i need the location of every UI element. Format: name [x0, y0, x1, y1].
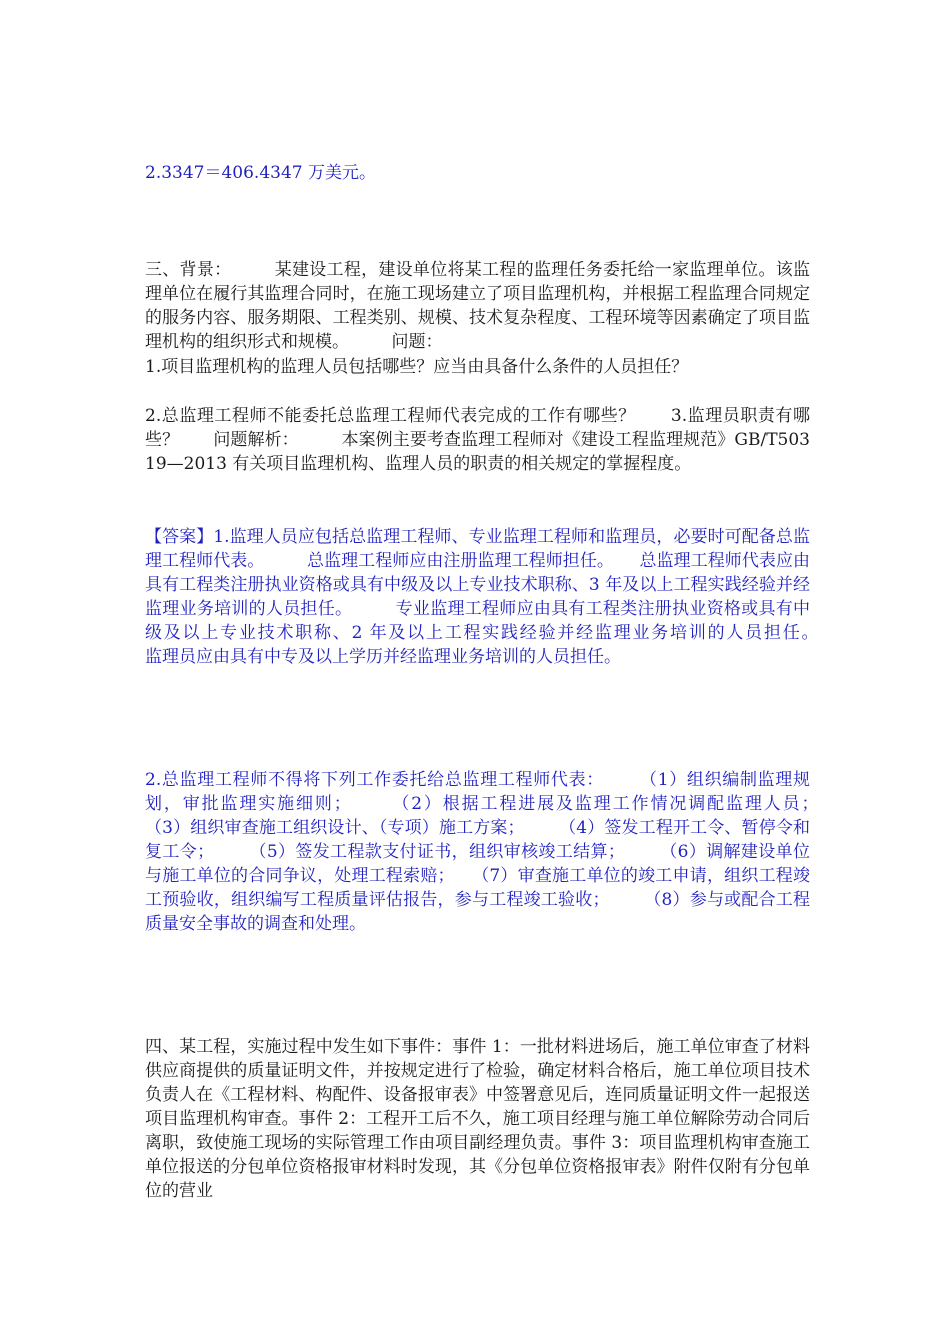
previous-answer-result: 2.3347＝406.4347 万美元。 [145, 163, 377, 183]
section-3-answer-2: 2.总监理工程师不得将下列工作委托给总监理工程师代表： （1）组织编制监理规划，审批监理实施细则； （2）根据工程进展及监理工作情况调配监理人员； （3）组织审查施工组织设计、（专项）施工方案； （4）签发工程开工令、暂停令和复工令； （5）签发工程款支付证书，组织审核竣工结算； （6）调解建设单位与施工单位的合同争议，处理工程索赔； （7）审查施工单位的竣工申请，组织工程竣工预验收，组织编写工程质量评估报告，参与工程竣工验收； （8）参与或配合工程质量安全事故的调查和处理。 [145, 770, 861, 934]
section-4-text: 四、某工程，实施过程中发生如下事件：事件 1：一批材料进场后，施工单位审查了材料供应商提供的质量证明文件，并按规定进行了检验，确定材料合格后，施工单位项目技术负责人在《工程材料、构配件、设备报审表》中签署意见后，连同质量证明文件一起报送项目监理机构审查。事件 2：工程开工后不久，施工项目经理与施工单位解除劳动合同后离职，致使施工现场的实际管理工作由项目副经理负责。事件 3：项目监理机构审查施工单位报送的分包单位资格报审材料时发现，其《分包单位资格报审表》附件仅附有分包单位的营业 [145, 1037, 810, 1201]
section-3-question-2-3: 2.总监理工程师不能委托总监理工程师代表完成的工作有哪些？ 3.监理员职责有哪些？ 问题解析： 本案例主要考查监理工程师对《建设工程监理规范》GB/T50319—2013 有关项目监理机构、监理人员的职责的相关规定的掌握程度。 [145, 406, 810, 474]
section-3-question-1: 1.项目监理机构的监理人员包括哪些？应当由具备什么条件的人员担任？ [145, 357, 689, 377]
answer-1-text: 1.监理人员应包括总监理工程师、专业监理工程师和监理员，必要时可配备总监理工程师代表。 总监理工程师应由注册监理工程师担任。 总监理工程师代表应由具有工程类注册执业资格或具有中级及以上专业技术职称、3 年及以上工程实践经验并经监理业务培训的人员担任。 专业监理工程师应由具有工程类注册执业资格或具有中级及以上专业技术职称、2 年及以上工程实践经验并经监理业务培训的人员担任。 监理员应由具有中专及以上学历并经监理业务培训的人员担任。 [145, 527, 861, 667]
section-3-background: 三、背景： 某建设工程，建设单位将某工程的监理任务委托给一家监理单位。该监理单位在履行其监理合同时，在施工现场建立了项目监理机构，并根据工程监理合同规定的服务内容、服务期限、工程类别、规模、技术复杂程度、工程环境等因素确定了项目监理机构的组织形式和规模。 问题： [145, 260, 810, 352]
answer-label: 【答案】 [145, 527, 214, 547]
section-3-answer-1 [145, 525, 861, 669]
